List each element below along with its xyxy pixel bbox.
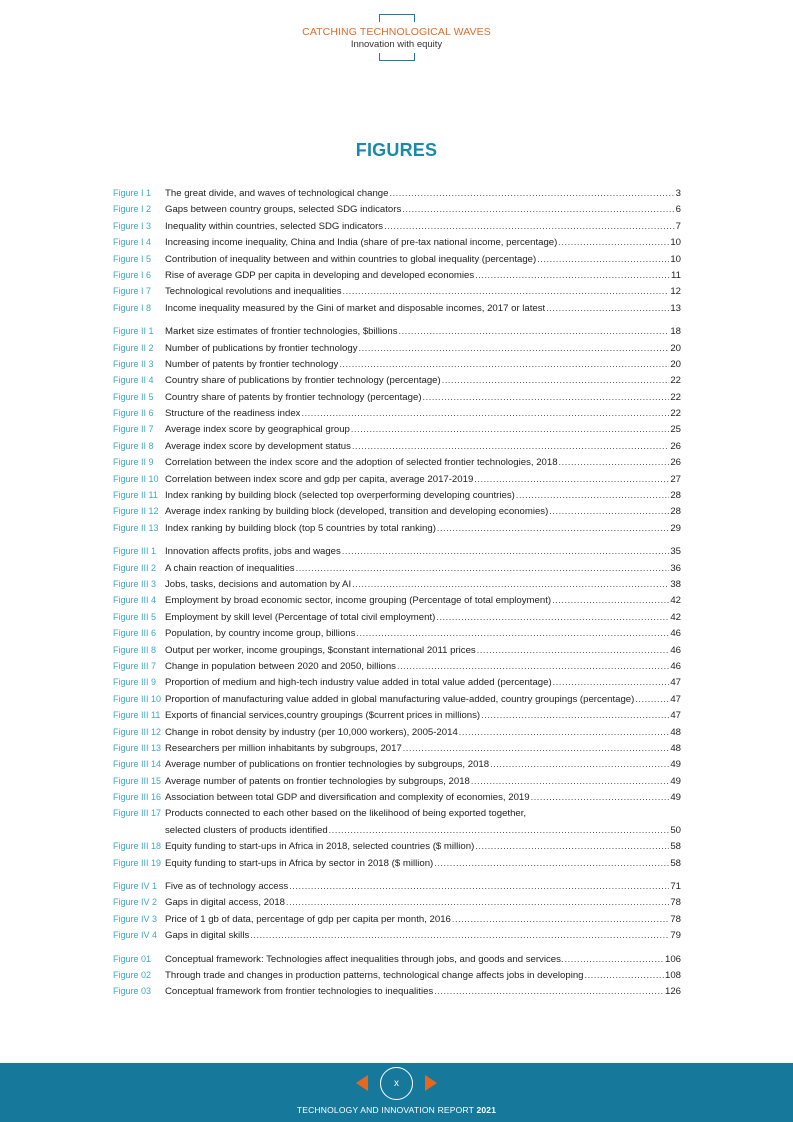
page-ref: 20 [670, 358, 681, 370]
toc-entry[interactable] [113, 911, 681, 927]
footer-report-title [0, 1105, 793, 1115]
page-ref: 126 [664, 986, 681, 998]
page-number: x [380, 1067, 413, 1100]
page-ref: 3 [675, 188, 681, 199]
figure-title: Equity funding to start-ups in Africa in 2018, selected countries ($ million) [165, 841, 475, 853]
page-ref: 29 [670, 522, 681, 534]
figure-title: Technological revolutions and inequalities [165, 286, 342, 298]
page-ref: 13 [670, 302, 681, 314]
page-ref: 42 [670, 595, 681, 607]
dot-leader [481, 707, 669, 723]
figure-title: Employment by skill level (Percentage of total civil employment) [165, 611, 436, 623]
toc-entry[interactable] [113, 855, 681, 871]
figure-label: Figure III 15 [113, 775, 162, 786]
toc-entry[interactable] [113, 894, 681, 910]
toc-entry[interactable] [113, 300, 681, 316]
toc-entry[interactable] [113, 356, 681, 372]
dot-leader [565, 951, 664, 967]
toc-entry[interactable] [113, 740, 681, 756]
figure-title: Employment by broad economic sector, income grouping (Percentage of total employment) [165, 595, 552, 607]
figure-label: Figure III 13 [113, 742, 162, 753]
figures-list [113, 185, 681, 1007]
dot-leader [552, 592, 669, 608]
figure-label: Figure II 13 [113, 522, 159, 533]
page-ref: 28 [670, 506, 681, 518]
figure-title: Rise of average GDP per capita in developing and developed economies [165, 269, 475, 281]
figure-label: Figure 01 [113, 953, 152, 964]
page-ref: 58 [670, 841, 681, 853]
figure-label: Figure III 8 [113, 644, 157, 655]
dot-leader [296, 560, 670, 576]
figure-label: Figure II 11 [113, 490, 158, 501]
page-ref: 22 [670, 375, 681, 387]
figure-label: Figure I 3 [113, 220, 152, 231]
figure-label: Figure III 16 [113, 792, 162, 803]
toc-entry[interactable] [113, 372, 681, 388]
page-ref: 22 [670, 391, 681, 403]
dot-leader [352, 438, 669, 454]
figure-label: Figure III 4 [113, 595, 157, 606]
toc-entry[interactable] [113, 234, 681, 250]
figure-label: Figure III 1 [113, 546, 157, 557]
toc-entry[interactable] [113, 543, 681, 559]
page-ref: 20 [670, 342, 681, 354]
dot-leader [475, 267, 670, 283]
dot-leader [516, 487, 669, 503]
figure-label: Figure III 5 [113, 611, 157, 622]
previous-page-icon[interactable] [356, 1075, 368, 1091]
figure-title: Inequality within countries, selected SDG indicators [165, 220, 384, 232]
figure-label: Figure II 5 [113, 391, 154, 402]
page-ref: 27 [670, 473, 681, 485]
toc-entry[interactable] [113, 592, 681, 608]
dot-leader [399, 323, 670, 339]
figure-label: Figure III 11 [113, 710, 161, 721]
figure-title: Through trade and changes in production patterns, technological change affects jobs in developing [165, 969, 584, 981]
figure-title: Number of patents by frontier technology [165, 358, 339, 370]
figure-title: Average index ranking by building block (developed, transition and developing economies) [165, 506, 549, 518]
toc-entry[interactable] [113, 878, 681, 894]
toc-entry[interactable] [113, 642, 681, 658]
figure-title: Conceptual framework: Technologies affect inequalities through jobs, and goods and services. [165, 953, 564, 965]
dot-leader [585, 967, 664, 983]
toc-entry[interactable] [113, 421, 681, 437]
figure-label: Figure III 12 [113, 726, 162, 737]
toc-entry[interactable] [113, 724, 681, 740]
toc-entry[interactable] [113, 251, 681, 267]
figure-label: Figure III 2 [113, 562, 157, 573]
dot-leader [343, 283, 670, 299]
figure-label: Figure III 19 [113, 857, 162, 868]
dot-leader [389, 185, 674, 201]
figure-label: Figure IV 1 [113, 881, 158, 892]
figure-label: Figure II 1 [113, 326, 154, 337]
page-ref: 38 [670, 578, 681, 590]
dot-leader [471, 773, 669, 789]
figure-label: Figure III 9 [113, 677, 157, 688]
dot-leader [558, 234, 669, 250]
dot-leader [289, 878, 669, 894]
figure-label: Figure IV 2 [113, 897, 158, 908]
figure-title: Income inequality measured by the Gini of market and disposable incomes, 2017 or latest [165, 302, 546, 314]
figure-title: The great divide, and waves of technological change [165, 188, 389, 199]
figure-title: Proportion of medium and high-tech industry value added in total value added (percentage) [165, 677, 552, 689]
page-ref: 106 [664, 953, 681, 965]
figure-title: Equity funding to start-ups in Africa by sector in 2018 ($ million) [165, 857, 434, 869]
dot-leader [351, 421, 669, 437]
toc-entry[interactable] [113, 438, 681, 454]
toc-entry[interactable] [113, 625, 681, 641]
figure-title: Products connected to each other based on the likelihood of being exported together, [165, 808, 527, 820]
page-ref: 46 [670, 644, 681, 656]
figure-label: Figure I 7 [113, 286, 152, 297]
dot-leader [397, 658, 669, 674]
figure-title: Contribution of inequality between and within countries to global inequality (percentage) [165, 253, 537, 265]
page-ref: 48 [670, 742, 681, 754]
figure-label: Figure II 8 [113, 440, 154, 451]
page-ref: 18 [670, 326, 681, 338]
figure-title: Structure of the readiness index [165, 408, 301, 420]
figure-label: Figure III 6 [113, 628, 157, 639]
toc-entry[interactable] [113, 323, 681, 339]
dot-leader [635, 691, 669, 707]
toc-entry[interactable] [113, 983, 681, 999]
toc-entry[interactable] [113, 756, 681, 772]
figure-title: Change in population between 2020 and 2050, billions [165, 660, 396, 672]
figure-group [113, 951, 681, 1000]
dot-leader [423, 389, 670, 405]
dot-leader [403, 740, 670, 756]
toc-entry[interactable] [113, 520, 681, 536]
toc-entry[interactable] [113, 185, 681, 201]
dot-leader [546, 300, 669, 316]
figure-title: Jobs, tasks, decisions and automation by AI [165, 578, 352, 590]
figure-title: Exports of financial services,country groupings ($current prices in millions) [165, 710, 481, 722]
header-bracket-top [379, 14, 415, 22]
figure-title: Association between total GDP and diversification and complexity of economies, 2019 [165, 792, 530, 804]
dot-leader [436, 609, 669, 625]
dot-leader [434, 855, 669, 871]
page-ref: 48 [670, 726, 681, 738]
page-ref: 50 [670, 824, 681, 836]
figure-label: Figure I 8 [113, 302, 152, 313]
figure-group [113, 878, 681, 944]
page-ref: 7 [675, 220, 681, 232]
toc-entry[interactable] [113, 454, 681, 470]
toc-entry[interactable] [113, 927, 681, 943]
toc-entry[interactable] [113, 471, 681, 487]
dot-leader [475, 838, 669, 854]
dot-leader [437, 520, 669, 536]
report-year: 2021 [476, 1105, 497, 1115]
toc-entry[interactable] [113, 487, 681, 503]
page-ref: 78 [670, 897, 681, 909]
figure-title: Average index score by geographical group [165, 424, 350, 436]
page-ref: 11 [671, 269, 681, 281]
header-title: CATCHING TECHNOLOGICAL WAVES [302, 26, 491, 38]
toc-entry[interactable] [113, 201, 681, 217]
dot-leader [301, 405, 669, 421]
dot-leader [459, 724, 670, 740]
figure-title: Index ranking by building block (top 5 countries by total ranking) [165, 522, 436, 534]
figure-label: Figure III 14 [113, 759, 162, 770]
page-ref: 71 [670, 881, 681, 893]
page-ref: 22 [670, 408, 681, 420]
page-ref: 58 [670, 857, 681, 869]
figure-label: Figure I 6 [113, 269, 152, 280]
figure-title: Average number of patents on frontier technologies by subgroups, 2018 [165, 775, 470, 787]
dot-leader [549, 503, 669, 519]
toc-entry[interactable] [113, 674, 681, 690]
toc-entry[interactable] [113, 503, 681, 519]
dot-leader [442, 372, 670, 388]
figure-title: A chain reaction of inequalities [165, 562, 295, 574]
figure-group [113, 323, 681, 536]
page-ref: 47 [670, 693, 681, 705]
page-ref: 46 [670, 660, 681, 672]
figure-title: Gaps between country groups, selected SDG indicators [165, 204, 402, 216]
dot-leader [402, 201, 674, 217]
toc-entry[interactable] [113, 805, 681, 821]
figure-label: Figure II 3 [113, 358, 154, 369]
page-ref: 49 [670, 775, 681, 787]
page-ref: 26 [670, 457, 681, 469]
figure-label: Figure 02 [113, 969, 152, 980]
dot-leader [342, 543, 670, 559]
dot-leader [474, 471, 669, 487]
page-ref: 46 [670, 628, 681, 640]
footer-bar [0, 1063, 793, 1122]
figure-label: Figure III 17 [113, 808, 162, 819]
dot-leader [490, 756, 669, 772]
figure-group [113, 543, 681, 871]
figure-label: Figure IV 4 [113, 930, 158, 941]
figure-title: Market size estimates of frontier technologies, $billions [165, 326, 398, 338]
figure-title: selected clusters of products identified [165, 824, 328, 836]
page-ref: 47 [670, 710, 681, 722]
page-ref: 10 [670, 253, 681, 265]
figure-title: Number of publications by frontier technology [165, 342, 358, 354]
page-ref: 6 [675, 204, 681, 216]
dot-leader [477, 642, 670, 658]
figure-title: Correlation between index score and gdp per capita, average 2017-2019 [165, 473, 474, 485]
page-ref: 49 [670, 759, 681, 771]
figure-title: Innovation affects profits, jobs and wages [165, 546, 341, 558]
figure-title: Average index score by development status [165, 440, 351, 452]
toc-entry[interactable] [113, 822, 681, 838]
dot-leader [286, 894, 669, 910]
figure-label: Figure II 9 [113, 457, 154, 468]
toc-entry[interactable] [113, 389, 681, 405]
page-ref: 35 [670, 546, 681, 558]
figure-title: Population, by country income group, billions [165, 628, 356, 640]
page-ref: 42 [670, 611, 681, 623]
figure-title: Gaps in digital access, 2018 [165, 897, 285, 909]
dot-leader [359, 340, 670, 356]
figure-title: Gaps in digital skills [165, 930, 250, 942]
toc-entry[interactable] [113, 838, 681, 854]
figure-label: Figure II 4 [113, 375, 154, 386]
figure-label: Figure I 4 [113, 237, 152, 248]
figure-label: Figure II 7 [113, 424, 154, 435]
figure-label: Figure II 2 [113, 342, 154, 353]
dot-leader [356, 625, 669, 641]
figure-title: Change in robot density by industry (per 10,000 workers), 2005-2014 [165, 726, 458, 738]
figure-title: Conceptual framework from frontier technologies to inequalities [165, 986, 434, 998]
figure-label: Figure III 18 [113, 841, 162, 852]
toc-entry[interactable] [113, 283, 681, 299]
dot-leader [531, 789, 670, 805]
report-name: TECHNOLOGY AND INNOVATION REPORT [296, 1105, 474, 1115]
figure-title: Researchers per million inhabitants by subgroups, 2017 [165, 742, 402, 754]
toc-entry[interactable] [113, 967, 681, 983]
page-ref: 28 [670, 490, 681, 502]
figure-title: Correlation between the index score and the adoption of selected frontier technologies, 2018 [165, 457, 558, 469]
header-subtitle: Innovation with equity [350, 39, 443, 50]
figure-title: Five as of technology access [165, 881, 289, 893]
toc-entry[interactable] [113, 691, 681, 707]
dot-leader [384, 218, 675, 234]
figure-title: Country share of patents by frontier technology (percentage) [165, 391, 422, 403]
figure-label: Figure 03 [113, 986, 152, 997]
toc-entry[interactable] [113, 773, 681, 789]
next-page-icon[interactable] [425, 1075, 437, 1091]
toc-entry[interactable] [113, 658, 681, 674]
toc-entry[interactable] [113, 218, 681, 234]
toc-entry[interactable] [113, 576, 681, 592]
page-ref: 26 [670, 440, 681, 452]
figure-label: Figure II 6 [113, 408, 154, 419]
toc-entry[interactable] [113, 405, 681, 421]
page-ref: 78 [670, 913, 681, 925]
figure-label: Figure III 3 [113, 578, 157, 589]
header-bracket-bottom [379, 53, 415, 61]
figure-title: Country share of publications by frontier technology (percentage) [165, 375, 441, 387]
figure-label: Figure I 2 [113, 204, 152, 215]
figure-label: Figure IV 3 [113, 913, 158, 924]
page-ref: 25 [670, 424, 681, 436]
figure-title: Average number of publications on frontier technologies by subgroups, 2018 [165, 759, 490, 771]
toc-entry[interactable] [113, 340, 681, 356]
figure-label: Figure II 10 [113, 473, 159, 484]
page-ref: 49 [670, 792, 681, 804]
figure-label: Figure I 1 [113, 188, 152, 198]
figure-title: Output per worker, income groupings, $constant international 2011 prices [165, 644, 476, 656]
toc-entry[interactable] [113, 951, 681, 967]
toc-entry[interactable] [113, 707, 681, 723]
dot-leader [339, 356, 669, 372]
figure-title: Price of 1 gb of data, percentage of gdp per capita per month, 2016 [165, 913, 451, 925]
page-ref: 12 [670, 286, 681, 298]
figure-label: Figure II 12 [113, 506, 159, 517]
page-ref: 10 [670, 237, 681, 249]
dot-leader [352, 576, 669, 592]
page-ref: 108 [664, 969, 681, 981]
toc-entry[interactable] [113, 267, 681, 283]
figure-label: Figure I 5 [113, 253, 152, 264]
figure-label: Figure III 7 [113, 660, 157, 671]
page-ref: 79 [670, 930, 681, 942]
dot-leader [559, 454, 670, 470]
dot-leader [250, 927, 669, 943]
figure-title: Increasing income inequality, China and India (share of pre-tax national income, percentage) [165, 237, 558, 249]
dot-leader [329, 822, 670, 838]
toc-entry[interactable] [113, 609, 681, 625]
figure-title: Index ranking by building block (selected top overperforming developing countries) [165, 490, 515, 502]
dot-leader [452, 911, 669, 927]
figure-title: Proportion of manufacturing value added in global manufacturing value-added, country groupings (percentage) [165, 693, 635, 705]
page-ref: 36 [670, 562, 681, 574]
dot-leader [434, 983, 664, 999]
figure-label: Figure III 10 [113, 693, 162, 704]
toc-entry[interactable] [113, 789, 681, 805]
toc-entry[interactable] [113, 560, 681, 576]
dot-leader [537, 251, 669, 267]
page-ref: 47 [670, 677, 681, 689]
dot-leader [553, 674, 670, 690]
figure-group [113, 185, 681, 316]
page-title: FIGURES [355, 140, 438, 160]
